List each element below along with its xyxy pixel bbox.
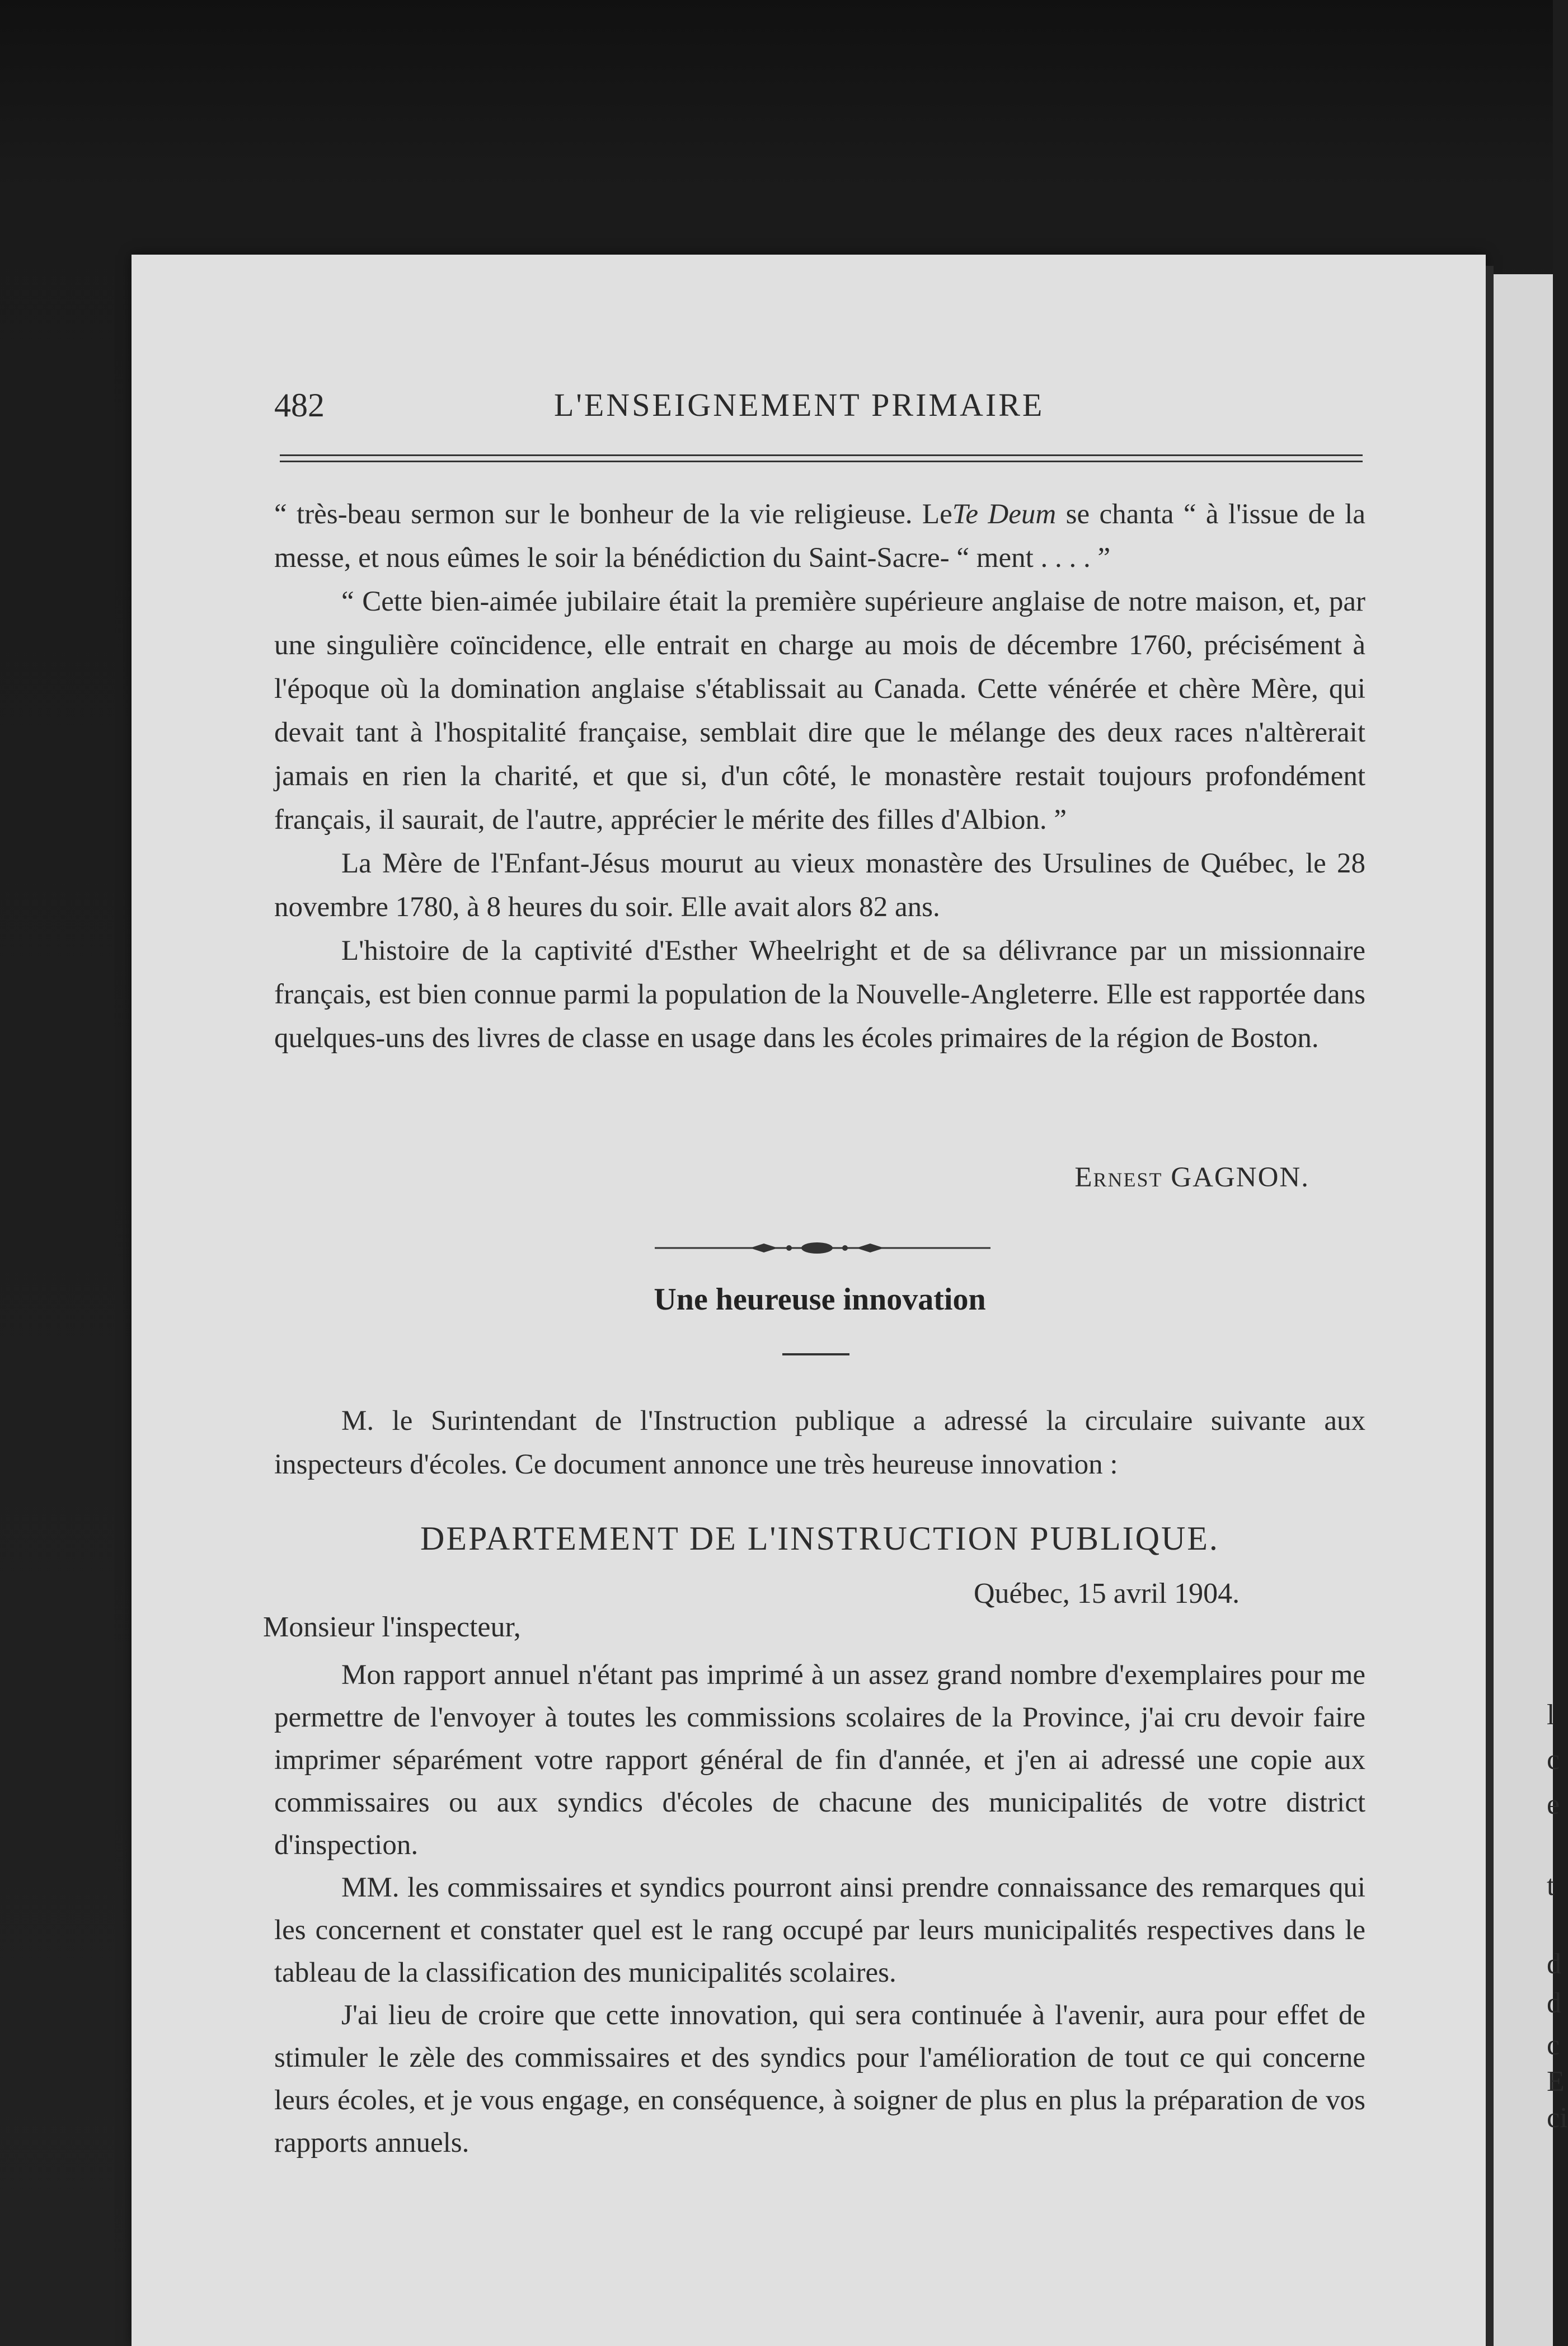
letter-salutation: Monsieur l'inspecteur,	[263, 1611, 521, 1643]
section-title: Une heureuse innovation	[654, 1282, 986, 1317]
adjacent-fragment: c	[1547, 2029, 1560, 2061]
adjacent-fragment: d	[1547, 1987, 1561, 2019]
italic-title: Te Deum	[952, 499, 1057, 530]
page-gutter	[1486, 266, 1494, 2346]
letter-paragraph-3: J'ai lieu de croire que cette innovation, qui sera continuée à l'avenir, aura pour effet de stimuler le zèle des commissaires et des syndics pour l'amélioration de tout ce qui concerne leurs écoles, et je vous engage, en conséquence, à soigner de plus en plus la préparation de vos rapports annuels.	[274, 2000, 1365, 2159]
author-signature: Ernest GAGNON.	[1074, 1162, 1309, 1193]
adjacent-fragment: E	[1547, 2066, 1565, 2098]
paragraph-death: La Mère de l'Enfant-Jésus mourut au vieux monastère des Ursulines de Québec, le 28 novembre 1780, à 8 heures du soir. Elle avait alors 82 ans.	[274, 848, 1365, 923]
ornament-diamond-left	[750, 1244, 778, 1252]
article-intro	[274, 1399, 1365, 1486]
letter-paragraph-1: Mon rapport annuel n'étant pas imprimé à un assez grand nombre d'exemplaires pour me permettre de l'envoyer à toutes les commissions scolaires de la Province, j'ai cru devoir faire imprimer séparément votre rapport général de fin d'année, et j'en ai adressé une copie aux commissaires ou aux syndics d'écoles de chacune des municipalités de votre district d'inspection.	[274, 1659, 1365, 1861]
title-rule	[782, 1353, 849, 1355]
ornament-dot	[842, 1245, 848, 1251]
section-ornament	[655, 1237, 990, 1259]
journal-title: L'ENSEIGNEMENT PRIMAIRE	[554, 387, 1045, 423]
header-rule	[280, 454, 1363, 462]
page-number: 482	[274, 387, 325, 424]
ornament-dot	[786, 1245, 792, 1251]
adjacent-fragment: ci	[1547, 2102, 1568, 2134]
letter-date: Québec, 15 avril 1904.	[974, 1578, 1240, 1610]
adjacent-page	[1494, 274, 1568, 2346]
running-head	[274, 386, 1365, 437]
letter-body	[274, 1654, 1365, 2164]
department-heading: DEPARTEMENT DE L'INSTRUCTION PUBLIQUE.	[420, 1520, 1219, 1557]
adjacent-fragment: t	[1547, 1870, 1555, 1902]
paragraph-history: L'histoire de la captivité d'Esther Wheelright et de sa délivrance par un missionnaire français, est bien connue parmi la population de la Nouvelle-Angleterre. Elle est rapportée dans quelques-uns des livres de classe en usage dans les écoles primaires de la région de Boston.	[274, 935, 1366, 1054]
intro-paragraph: M. le Surintendant de l'Instruction publique a adressé la circulaire suivante aux inspecteurs d'écoles. Ce document annonce une très heureuse innovation :	[274, 1405, 1365, 1480]
adjacent-fragment: d	[1547, 1948, 1561, 1980]
quoted-paragraph-2: “ Cette bien-aimée jubilaire était la première supérieure anglaise de notre maison, et, par une singulière coïncidence, elle entrait en charge au mois de décembre 1760, précisément à l'époque où la domination anglaise s'établissait au Canada. Cette vénérée et chère Mère, qui devait tant à l'hospitalité française, semblait dire que le mélange des deux races n'altèrerait jamais en rien la charité, et que si, d'un côté, le monastère restait toujours profondément français, il saurait, de l'autre, apprécier le mérite des filles d'Albion. ”	[274, 586, 1365, 836]
quoted-paragraph-1: “ très-beau sermon sur le bonheur de la vie religieuse. LeTe Deum se chanta “ à l'issue de la messe, et nous eûmes le soir la bénédiction du Saint-Sacre- “ ment . . . . ”	[274, 499, 1365, 574]
ornament-diamond-right	[856, 1244, 884, 1252]
article-continuation	[274, 492, 1365, 1060]
adjacent-fragment: c	[1547, 1744, 1560, 1776]
letter-paragraph-2: MM. les commissaires et syndics pourront ainsi prendre connaissance des remarques qui les concernent et constater quel est le rang occupé par leurs municipalités respectives dans le tableau de la classification des municipalités scolaires.	[274, 1872, 1365, 1988]
adjacent-fragment: l	[1547, 1699, 1555, 1731]
adjacent-fragment: e	[1547, 1789, 1560, 1821]
ornament-center	[801, 1242, 833, 1254]
